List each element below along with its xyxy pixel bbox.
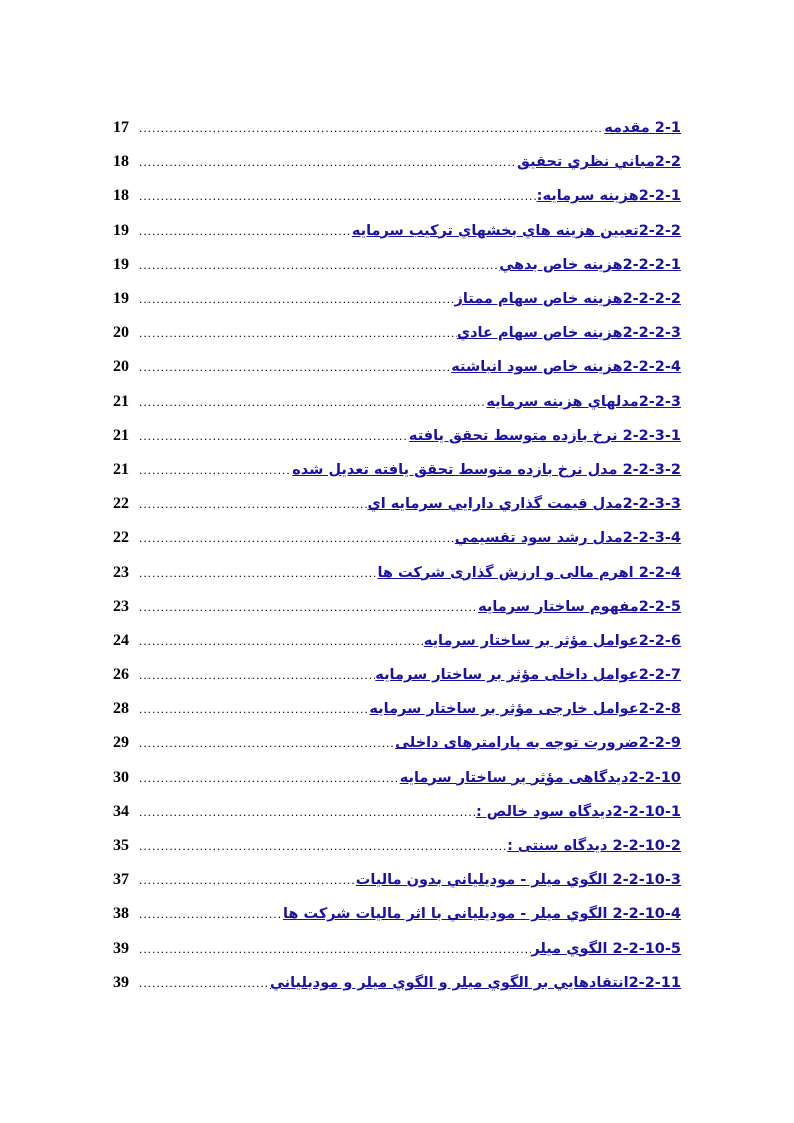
toc-dot-leader	[135, 736, 395, 750]
toc-entry[interactable]	[113, 145, 681, 179]
toc-entry[interactable]	[113, 419, 681, 453]
toc-page-number: 18	[113, 187, 129, 205]
toc-entry-link[interactable]: 2-2-7عوامل داخلی مؤثر بر ساختار سرمايه	[375, 667, 681, 684]
toc-entry[interactable]	[113, 316, 681, 350]
toc-page-number: 39	[113, 939, 129, 957]
toc-page-number: 30	[113, 768, 129, 786]
toc-entry[interactable]	[113, 863, 681, 897]
toc-page-number: 22	[113, 495, 129, 513]
table-of-contents	[113, 111, 681, 1000]
toc-page-number: 21	[113, 392, 129, 410]
toc-entry-link[interactable]: 2-2-9ضرورت توجه به پارامترهای داخلی	[395, 735, 681, 752]
toc-entry-link[interactable]: 2-2-1هزينه سرمايه:	[536, 188, 681, 205]
toc-dot-leader	[135, 395, 486, 409]
toc-dot-leader	[135, 702, 369, 716]
toc-entry[interactable]	[113, 350, 681, 384]
toc-entry-link[interactable]: 2-2-6عوامل مؤثر بر ساختار سرمايه	[423, 632, 681, 649]
toc-entry-link[interactable]: 2-2-2-1هزينه خاص بدهي	[499, 256, 681, 273]
toc-entry-link[interactable]: 2-2-3-4مدل رشد سود تقسيمي	[454, 530, 681, 547]
toc-dot-leader	[135, 805, 476, 819]
toc-entry[interactable]	[113, 932, 681, 966]
toc-page-number: 23	[113, 597, 129, 615]
toc-dot-leader	[135, 531, 455, 545]
toc-dot-leader	[135, 634, 424, 648]
toc-dot-leader	[135, 668, 375, 682]
toc-entry-link[interactable]: 2-2-2-3هزينه خاص سهام عادي	[456, 325, 681, 342]
toc-page-number: 26	[113, 666, 129, 684]
toc-page-number: 21	[113, 460, 129, 478]
toc-page-number: 19	[113, 255, 129, 273]
toc-entry[interactable]	[113, 248, 681, 282]
toc-entry[interactable]	[113, 966, 681, 1000]
toc-dot-leader	[135, 121, 604, 135]
toc-page-number: 21	[113, 426, 129, 444]
toc-page-number: 17	[113, 119, 129, 137]
toc-entry[interactable]	[113, 521, 681, 555]
toc-dot-leader	[135, 600, 478, 614]
toc-page-number: 20	[113, 358, 129, 376]
toc-entry[interactable]	[113, 487, 681, 521]
toc-entry[interactable]	[113, 658, 681, 692]
toc-entry-link[interactable]: 2-2-2-4هزينه خاص سود انباشته	[451, 359, 681, 376]
toc-entry-link[interactable]: 2-2-3-3مدل قيمت گذاري دارايي سرمايه اي	[367, 496, 681, 513]
toc-dot-leader	[135, 258, 499, 272]
toc-page-number: 23	[113, 563, 129, 581]
toc-entry-link[interactable]: 2-1 مقدمه	[604, 120, 681, 137]
toc-entry[interactable]	[113, 214, 681, 248]
toc-entry-link[interactable]: 2-2-10-4 الگوي ميلر - موديلياني با اثر ماليات شركت ها	[282, 906, 681, 923]
toc-entry-link[interactable]: 2-2-3مدلهاي هزينه سرمايه	[486, 393, 681, 410]
toc-entry[interactable]	[113, 897, 681, 931]
toc-entry[interactable]	[113, 385, 681, 419]
toc-entry[interactable]	[113, 590, 681, 624]
toc-page-number: 29	[113, 734, 129, 752]
toc-page-number: 35	[113, 837, 129, 855]
toc-entry[interactable]	[113, 692, 681, 726]
toc-page-number: 22	[113, 529, 129, 547]
toc-dot-leader	[135, 566, 377, 580]
toc-dot-leader	[135, 224, 352, 238]
toc-dot-leader	[135, 189, 537, 203]
toc-dot-leader	[135, 907, 283, 921]
toc-dot-leader	[135, 839, 507, 853]
toc-page-number: 18	[113, 153, 129, 171]
toc-page-number: 34	[113, 802, 129, 820]
toc-dot-leader	[135, 463, 292, 477]
toc-dot-leader	[135, 292, 454, 306]
toc-entry-link[interactable]: 2-2-10دیدگاهی مؤثر بر ساختار سرمايه	[399, 769, 681, 786]
toc-page-number: 19	[113, 290, 129, 308]
toc-entry-link[interactable]: 2-2-10-2 دیدگاه سنتی :	[507, 838, 681, 855]
toc-entry[interactable]	[113, 282, 681, 316]
toc-entry[interactable]	[113, 624, 681, 658]
toc-entry-link[interactable]: 2-2-10-1دیدگاه سود خالص :	[475, 803, 681, 820]
toc-page-number: 24	[113, 631, 129, 649]
toc-dot-leader	[135, 326, 457, 340]
toc-entry-link[interactable]: 2-2مباني نظري تحقيق	[517, 154, 681, 171]
toc-entry-link[interactable]: 2-2-3-2 مدل نرخ بازده متوسط تحقق يافته تعديل شده	[292, 461, 681, 478]
toc-entry-link[interactable]: 2-2-10-5 الگوي ميلر	[531, 940, 681, 957]
toc-dot-leader	[135, 497, 367, 511]
toc-dot-leader	[135, 942, 531, 956]
toc-entry-link[interactable]: 2-2-11انتقادهايي بر الگوي ميلر و الگوي ميلر و موديلياني	[269, 974, 681, 991]
toc-entry-link[interactable]: 2-2-10-3 الگوي ميلر - موديلياني بدون ماليات	[355, 872, 681, 889]
toc-page-number: 39	[113, 973, 129, 991]
toc-entry-link[interactable]: 2-2-5مفهوم ساختار سرمايه	[478, 598, 681, 615]
toc-dot-leader	[135, 360, 451, 374]
toc-entry[interactable]	[113, 453, 681, 487]
toc-page-number: 28	[113, 700, 129, 718]
toc-entry-link[interactable]: 2-2-4 اهرم مالی و ارزش گذاری شرکت ها	[377, 564, 681, 581]
toc-entry[interactable]	[113, 111, 681, 145]
toc-dot-leader	[135, 976, 270, 990]
toc-page-number: 19	[113, 221, 129, 239]
toc-entry[interactable]	[113, 726, 681, 760]
toc-dot-leader	[135, 429, 409, 443]
toc-entry-link[interactable]: 2-2-2تعيين هزينه هاي بخشهاي تركيب سرمايه	[351, 222, 681, 239]
toc-entry[interactable]	[113, 555, 681, 589]
toc-entry[interactable]	[113, 795, 681, 829]
toc-entry[interactable]	[113, 179, 681, 213]
toc-dot-leader	[135, 155, 517, 169]
toc-dot-leader	[135, 771, 400, 785]
toc-entry-link[interactable]: 2-2-8عوامل خارجی مؤثر بر ساختار سرمايه	[369, 701, 681, 718]
toc-page-number: 37	[113, 871, 129, 889]
toc-entry-link[interactable]: 2-2-2-2هزينه خاص سهام ممتاز	[454, 291, 681, 308]
toc-dot-leader	[135, 873, 356, 887]
toc-page-number: 20	[113, 324, 129, 342]
toc-page-number: 38	[113, 905, 129, 923]
toc-entry[interactable]	[113, 829, 681, 863]
toc-entry[interactable]	[113, 761, 681, 795]
toc-entry-link[interactable]: 2-2-3-1 نرخ بازده متوسط تحقق يافته	[408, 427, 681, 444]
